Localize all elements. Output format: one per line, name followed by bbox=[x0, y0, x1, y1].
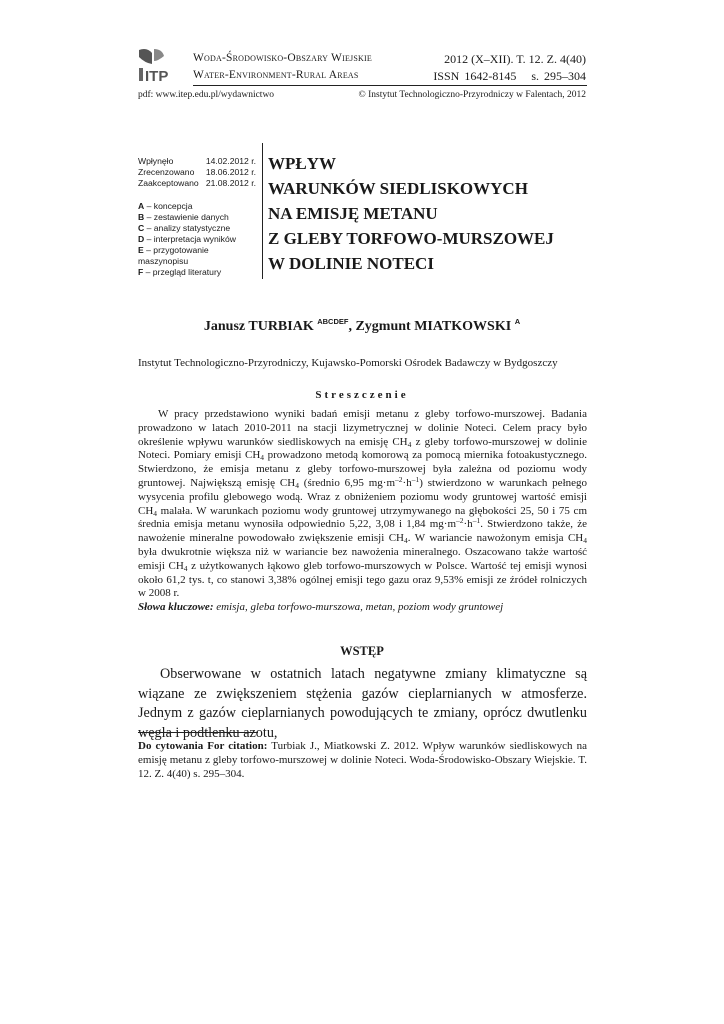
contribution-item: C – analizy statystyczne bbox=[138, 223, 231, 233]
article-title: WPŁYW WARUNKÓW SIEDLISKOWYCH NA EMISJĘ METANU Z GLEBY TORFOWO-MURSZOWEJ W DOLINIE NOTECI bbox=[268, 154, 554, 273]
footnote-rule bbox=[138, 732, 258, 733]
header-rule bbox=[193, 85, 587, 86]
keywords: Słowa kluczowe: emisja, gleba torfowo-murszowa, metan, poziom wody gruntowej bbox=[138, 601, 504, 613]
author-contrib-sup: A bbox=[514, 317, 521, 326]
contribution-item: D – interpretacja wyników bbox=[138, 234, 236, 244]
contribution-item: E – przygotowanie maszynopisu bbox=[138, 245, 209, 266]
section-heading: WSTĘP bbox=[340, 644, 384, 658]
journal-volume: 2012 (X–XII). T. 12. Z. 4(40) bbox=[444, 52, 586, 66]
author-name: Zygmunt MIATKOWSKI bbox=[355, 319, 512, 334]
affiliation: Instytut Technologiczno-Przyrodniczy, Kujawsko-Pomorski Ośrodek Badawczy w Bydgoszczy bbox=[138, 357, 558, 369]
logo-text: ITP bbox=[145, 68, 169, 83]
issn: ISSN 1642-8145 bbox=[433, 69, 517, 83]
journal-name-pl: Woda-Środowisko-Obszary Wiejskie bbox=[193, 52, 372, 64]
page-range: s. 295–304 bbox=[531, 69, 586, 83]
pdf-link[interactable]: pdf: www.itep.edu.pl/wydawnictwo bbox=[138, 90, 275, 100]
author-name: Janusz TURBIAK bbox=[203, 319, 314, 334]
authors: Janusz TURBIAK $^{ABCDEF}$, Zygmunt MIATKOWSKI $^A$ bbox=[203, 317, 521, 334]
copyright: © Instytut Technologiczno-Przyrodniczy w Falentach, 2012 bbox=[358, 90, 586, 100]
article-dates bbox=[138, 156, 256, 189]
contribution-item: F – przegląd literatury bbox=[138, 267, 222, 277]
journal-name-en: Water-Environment-Rural Areas bbox=[193, 69, 359, 81]
date-row: Zrecenzowano 18.06.2012 r. bbox=[138, 167, 256, 177]
sidebar-divider bbox=[262, 143, 263, 279]
author-contributions bbox=[138, 201, 260, 278]
citation-footnote: Do cytowania For citation: Turbiak J., Miatkowski Z. 2012. Wpływ warunków siedliskowych na emisję metanu z gleby torfowo-murszowej w dolinie Noteci. Woda-Środowisko-Obszary Wiejskie. T. 12. Z. 4(40) s. 295–304. bbox=[138, 740, 587, 780]
issn-pages bbox=[433, 69, 586, 84]
contribution-item: B – zestawienie danych bbox=[138, 212, 229, 222]
author-contrib-sup: ABCDEF bbox=[317, 317, 349, 326]
intro-paragraph: Obserwowane w ostatnich latach negatywne zmiany klimatyczne są wiązane ze zwiększeniem stężenia gazów cieplarnianych w atmosferze. Jednym z gazów cieplarnianych powodujących te zmiany, oprócz dwutlenku węgla i podtlenku azotu, bbox=[138, 666, 587, 741]
contribution-item: A – koncepcja bbox=[138, 201, 193, 211]
date-row: Wpłynęło 14.02.2012 r. bbox=[138, 156, 256, 166]
abstract-text: W pracy przedstawiono wyniki badań emisji metanu z gleby torfowo-murszowej. Badania prowadzono w latach 2010-2011 na stacji lizymetrycznej w dolinie Noteci. Celem pracy było określenie wpływu warunków siedliskowych na emisję $CH_4$ z gleby torfowo-murszowej w dolinie Noteci. Pomiary emisji $CH_4$ prowadzono metodą komorową za pomocą miernika fotoakustycznego. Stwierdzono, że emisja metanu z gleby torfowo-murszowej była zależna od poziomu wody gruntowej. Największą emisję $CH_4$ (średnio 6,95 $mg\cdot m^{-2}\cdot h^{-1}$) stwierdzono w warunkach pełnego wysycenia profilu glebowego wodą. Wraz z obniżeniem poziomu wody gruntowej wartość emisji $CH_4$ malała. W warunkach poziomu wody gruntowej utrzymywanego na głębokości 25, 50 i 75 cm średnia emisja metanu wynosiła odpowiednio 5,22, 3,08 i 1,84 $mg\cdot m^{-2}\cdot h^{-1}$. Stwierdzono także, że nawożenie mineralne powodowało zwiększenie emisji $CH_4$. W wariancie nawożonym emisja $CH_4$ była dwukrotnie większa niż w wariancie bez nawożenia mineralnego. Oszacowano także wartość emisji $CH_4$ z użytkowanych łąkowo gleb torfowo-murszowych w Polsce. Wartość tej emisji wynosi około 61,2 tys. t, co stanowi 3,38% ogólnej emisji tego gazu oraz 9,53% emisji ze źródeł rolniczych w 2008 r. bbox=[138, 408, 588, 600]
abstract-heading: Streszczenie bbox=[315, 389, 409, 401]
date-row: Zaakceptowano 21.08.2012 r. bbox=[138, 178, 256, 188]
itp-logo bbox=[137, 47, 185, 83]
